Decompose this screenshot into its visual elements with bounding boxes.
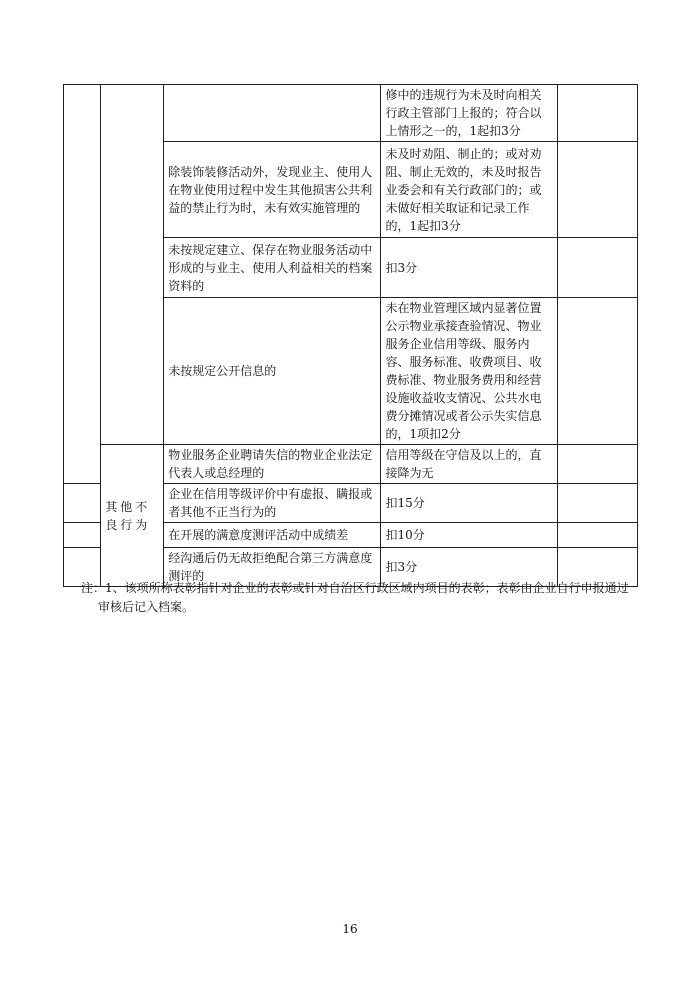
table-cell-deduction: 扣10分 (381, 523, 558, 548)
table-cell-deduction: 扣15分 (381, 484, 558, 523)
table-cell-remark (558, 445, 638, 484)
table-footnote: 注：1、该项所称表彰指针对企业的表彰或针对自治区行政区域内项目的表彰；表彰由企业自行申报通过审核后记入档案。 (81, 581, 629, 614)
table-cell-item: 未按规定公开信息的 (164, 298, 381, 445)
table-cell-item: 在开展的满意度测评活动中成绩差 (164, 523, 381, 548)
table-cell-other-category: 其他不良行为 (101, 445, 164, 587)
table-row (64, 85, 638, 142)
table-cell-remark (558, 523, 638, 548)
table-cell-secondary-category (101, 85, 164, 445)
table-cell-remark (558, 142, 638, 238)
page-number: 16 (342, 922, 358, 936)
table-cell-item: 企业在信用等级评价中有虚报、瞒报或者其他不正当行为的 (164, 484, 381, 523)
table-row (64, 445, 638, 484)
table-cell-primary-category-continued (64, 523, 101, 548)
table-cell-item: 物业服务企业聘请失信的物业企业法定代表人或总经理的 (164, 445, 381, 484)
table-cell-item: 未按规定建立、保存在物业服务活动中形成的与业主、使用人利益相关的档案资料的 (164, 238, 381, 298)
table-cell-primary-category-continued (64, 484, 101, 523)
table-cell-deduction: 修中的违规行为未及时向相关行政主管部门上报的；符合以上情形之一的，1起扣3分 (381, 85, 558, 142)
table-cell-primary-category (64, 85, 101, 484)
table-cell-remark (558, 484, 638, 523)
credit-evaluation-table (63, 84, 638, 587)
table-cell-deduction: 信用等级在守信及以上的，直接降为无 (381, 445, 558, 484)
table-cell-item: 经沟通后仍无故拒绝配合第三方满意度测评的 (164, 548, 381, 587)
table-cell-deduction: 未及时劝阻、制止的；或对劝阻、制止无效的，未及时报告业委会和有关行政部门的；或未做好相关取证和记录工作的，1起扣3分 (381, 142, 558, 238)
table-cell-deduction: 未在物业管理区域内显著位置公示物业承接查验情况、物业服务企业信用等级、服务内容、服务标准、收费项目、收费标准、物业服务费用和经营设施收益收支情况、公共水电费分摊情况或者公示失实信息的，1项扣2分 (381, 298, 558, 445)
table-cell-deduction: 扣3分 (381, 238, 558, 298)
table-cell-deduction: 扣3分 (381, 548, 558, 587)
table-cell-item (164, 85, 381, 142)
table-cell-item: 除装饰装修活动外，发现业主、使用人在物业使用过程中发生其他损害公共利益的禁止行为时，未有效实施管理的 (164, 142, 381, 238)
table-cell-remark (558, 238, 638, 298)
table-cell-remark (558, 298, 638, 445)
table-cell-remark (558, 85, 638, 142)
